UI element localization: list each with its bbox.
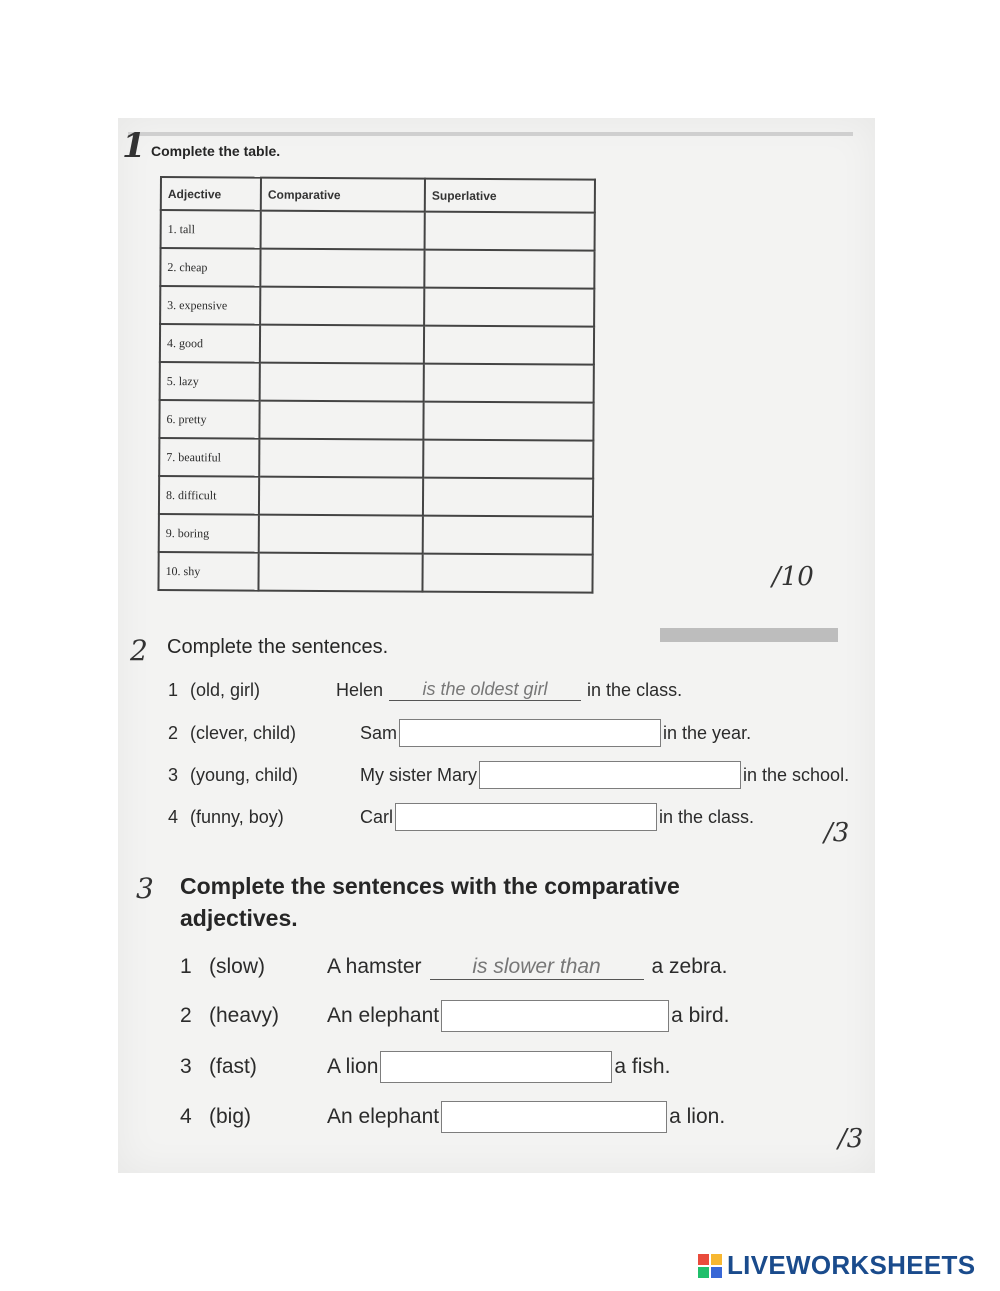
- item-hint: (funny, boy): [190, 806, 284, 827]
- liveworksheets-logo: [698, 1250, 975, 1281]
- item-ending: a bird.: [671, 1004, 730, 1027]
- adjective-cell: 4. good: [160, 324, 260, 363]
- item-number: 2: [180, 1004, 192, 1027]
- exercise-3-heading: [180, 870, 680, 934]
- example-answer: is slower than: [430, 955, 644, 980]
- item-ending: in the school.: [743, 764, 850, 785]
- answer-box[interactable]: [399, 719, 661, 747]
- item-subject: A hamster: [327, 955, 422, 978]
- item-ending: in the class.: [659, 806, 755, 827]
- item-number: 1: [168, 679, 179, 700]
- table-row: [160, 248, 594, 289]
- exercise-3-score: /3: [838, 1124, 864, 1154]
- table-row: [158, 552, 592, 593]
- item-ending: in the year.: [663, 722, 752, 743]
- answer-box[interactable]: [395, 803, 657, 831]
- comparative-input[interactable]: [266, 443, 420, 474]
- liveworksheets-icon: [698, 1254, 722, 1278]
- exercise-3-heading-line-2: adjectives.: [180, 905, 298, 931]
- superlative-input[interactable]: [431, 330, 591, 361]
- item-number: 3: [168, 764, 179, 785]
- superlative-input[interactable]: [432, 216, 592, 247]
- item-hint: (old, girl): [190, 679, 261, 700]
- item-subject: My sister Mary: [360, 764, 477, 785]
- column-header-comparative: Comparative: [261, 178, 425, 212]
- item-subject: Helen: [336, 679, 384, 700]
- answer-box[interactable]: [441, 1000, 669, 1032]
- column-header-superlative: Superlative: [425, 179, 595, 213]
- adjective-cell: 8. difficult: [159, 476, 259, 515]
- decorative-stripe: [660, 628, 838, 642]
- exercise-1-score: /10: [772, 562, 814, 592]
- adjective-cell: 3. expensive: [160, 286, 260, 325]
- exercise-1-heading: Complete the table.: [151, 143, 281, 159]
- ex3-item-row: [180, 1051, 670, 1083]
- superlative-input[interactable]: [431, 368, 591, 399]
- item-number: 4: [168, 806, 179, 827]
- item-ending: a lion.: [669, 1105, 726, 1128]
- superlative-input[interactable]: [431, 292, 591, 323]
- ex3-item-row: [180, 1000, 729, 1032]
- ex3-item-row: [180, 1101, 725, 1133]
- item-ending: a fish.: [614, 1055, 671, 1078]
- superlative-input[interactable]: [430, 520, 590, 551]
- item-subject: Carl: [360, 806, 394, 827]
- comparative-input[interactable]: [265, 557, 419, 588]
- table-row: [160, 286, 594, 327]
- item-ending: in the class.: [587, 679, 683, 700]
- adjective-cell: 7. beautiful: [159, 438, 259, 477]
- exercise-2-number: 2: [130, 634, 148, 667]
- comparative-input[interactable]: [267, 253, 421, 284]
- adjective-cell: 6. pretty: [159, 400, 259, 439]
- ex3-example-row: [180, 952, 727, 982]
- column-header-adjective: Adjective: [161, 177, 261, 211]
- exercise-3-heading-line-1: Complete the sentences with the comparative: [180, 873, 680, 899]
- comparative-input[interactable]: [266, 405, 420, 436]
- table-row: [159, 514, 593, 555]
- adjective-cell: 5. lazy: [160, 362, 260, 401]
- item-hint: (slow): [209, 955, 265, 978]
- item-hint: (big): [209, 1105, 252, 1128]
- comparative-input[interactable]: [266, 481, 420, 512]
- superlative-input[interactable]: [430, 444, 590, 475]
- exercise-1-number: 1: [122, 126, 146, 166]
- exercise-2-heading: Complete the sentences.: [167, 636, 389, 658]
- exercise-3-number: 3: [136, 872, 154, 905]
- item-hint: (clever, child): [190, 722, 297, 743]
- superlative-input[interactable]: [430, 406, 590, 437]
- adjective-table: [157, 176, 596, 594]
- table-row: [159, 476, 593, 517]
- comparative-input[interactable]: [266, 519, 420, 550]
- comparative-input[interactable]: [267, 291, 421, 322]
- comparative-input[interactable]: [268, 215, 422, 246]
- adjective-cell: 9. boring: [159, 514, 259, 553]
- item-hint: (fast): [209, 1055, 257, 1078]
- table-row: [159, 400, 593, 441]
- item-hint: (heavy): [209, 1004, 280, 1027]
- adjective-cell: 2. cheap: [160, 248, 260, 287]
- answer-box[interactable]: [441, 1101, 667, 1133]
- answer-box[interactable]: [380, 1051, 612, 1083]
- table-row: [159, 438, 593, 479]
- table-row: [161, 210, 595, 251]
- ex2-item-row: [168, 760, 849, 790]
- table-row: [160, 324, 594, 365]
- item-subject: A lion: [327, 1055, 379, 1078]
- example-answer: is the oldest girl: [389, 679, 581, 701]
- item-number: 3: [180, 1055, 192, 1078]
- ex2-item-row: [168, 802, 754, 832]
- item-hint: (young, child): [190, 764, 299, 785]
- item-number: 1: [180, 955, 192, 978]
- item-subject: An elephant: [327, 1004, 440, 1027]
- table-header-row: [161, 177, 595, 213]
- ex2-example-row: [168, 676, 682, 704]
- exercise-2-score: /3: [824, 818, 850, 848]
- item-ending: a zebra.: [651, 955, 728, 978]
- comparative-input[interactable]: [267, 329, 421, 360]
- top-divider: [128, 132, 853, 136]
- logo-text: LIVEWORKSHEETS: [727, 1250, 976, 1280]
- table-row: [160, 362, 594, 403]
- answer-box[interactable]: [479, 761, 741, 789]
- comparative-input[interactable]: [267, 367, 421, 398]
- superlative-input[interactable]: [429, 558, 589, 589]
- adjective-cell: 1. tall: [161, 210, 261, 249]
- item-subject: Sam: [360, 722, 398, 743]
- adjective-cell: 10. shy: [158, 552, 258, 591]
- ex2-item-row: [168, 718, 751, 748]
- item-subject: An elephant: [327, 1105, 440, 1128]
- superlative-input[interactable]: [431, 254, 591, 285]
- superlative-input[interactable]: [430, 482, 590, 513]
- item-number: 2: [168, 722, 179, 743]
- item-number: 4: [180, 1105, 192, 1128]
